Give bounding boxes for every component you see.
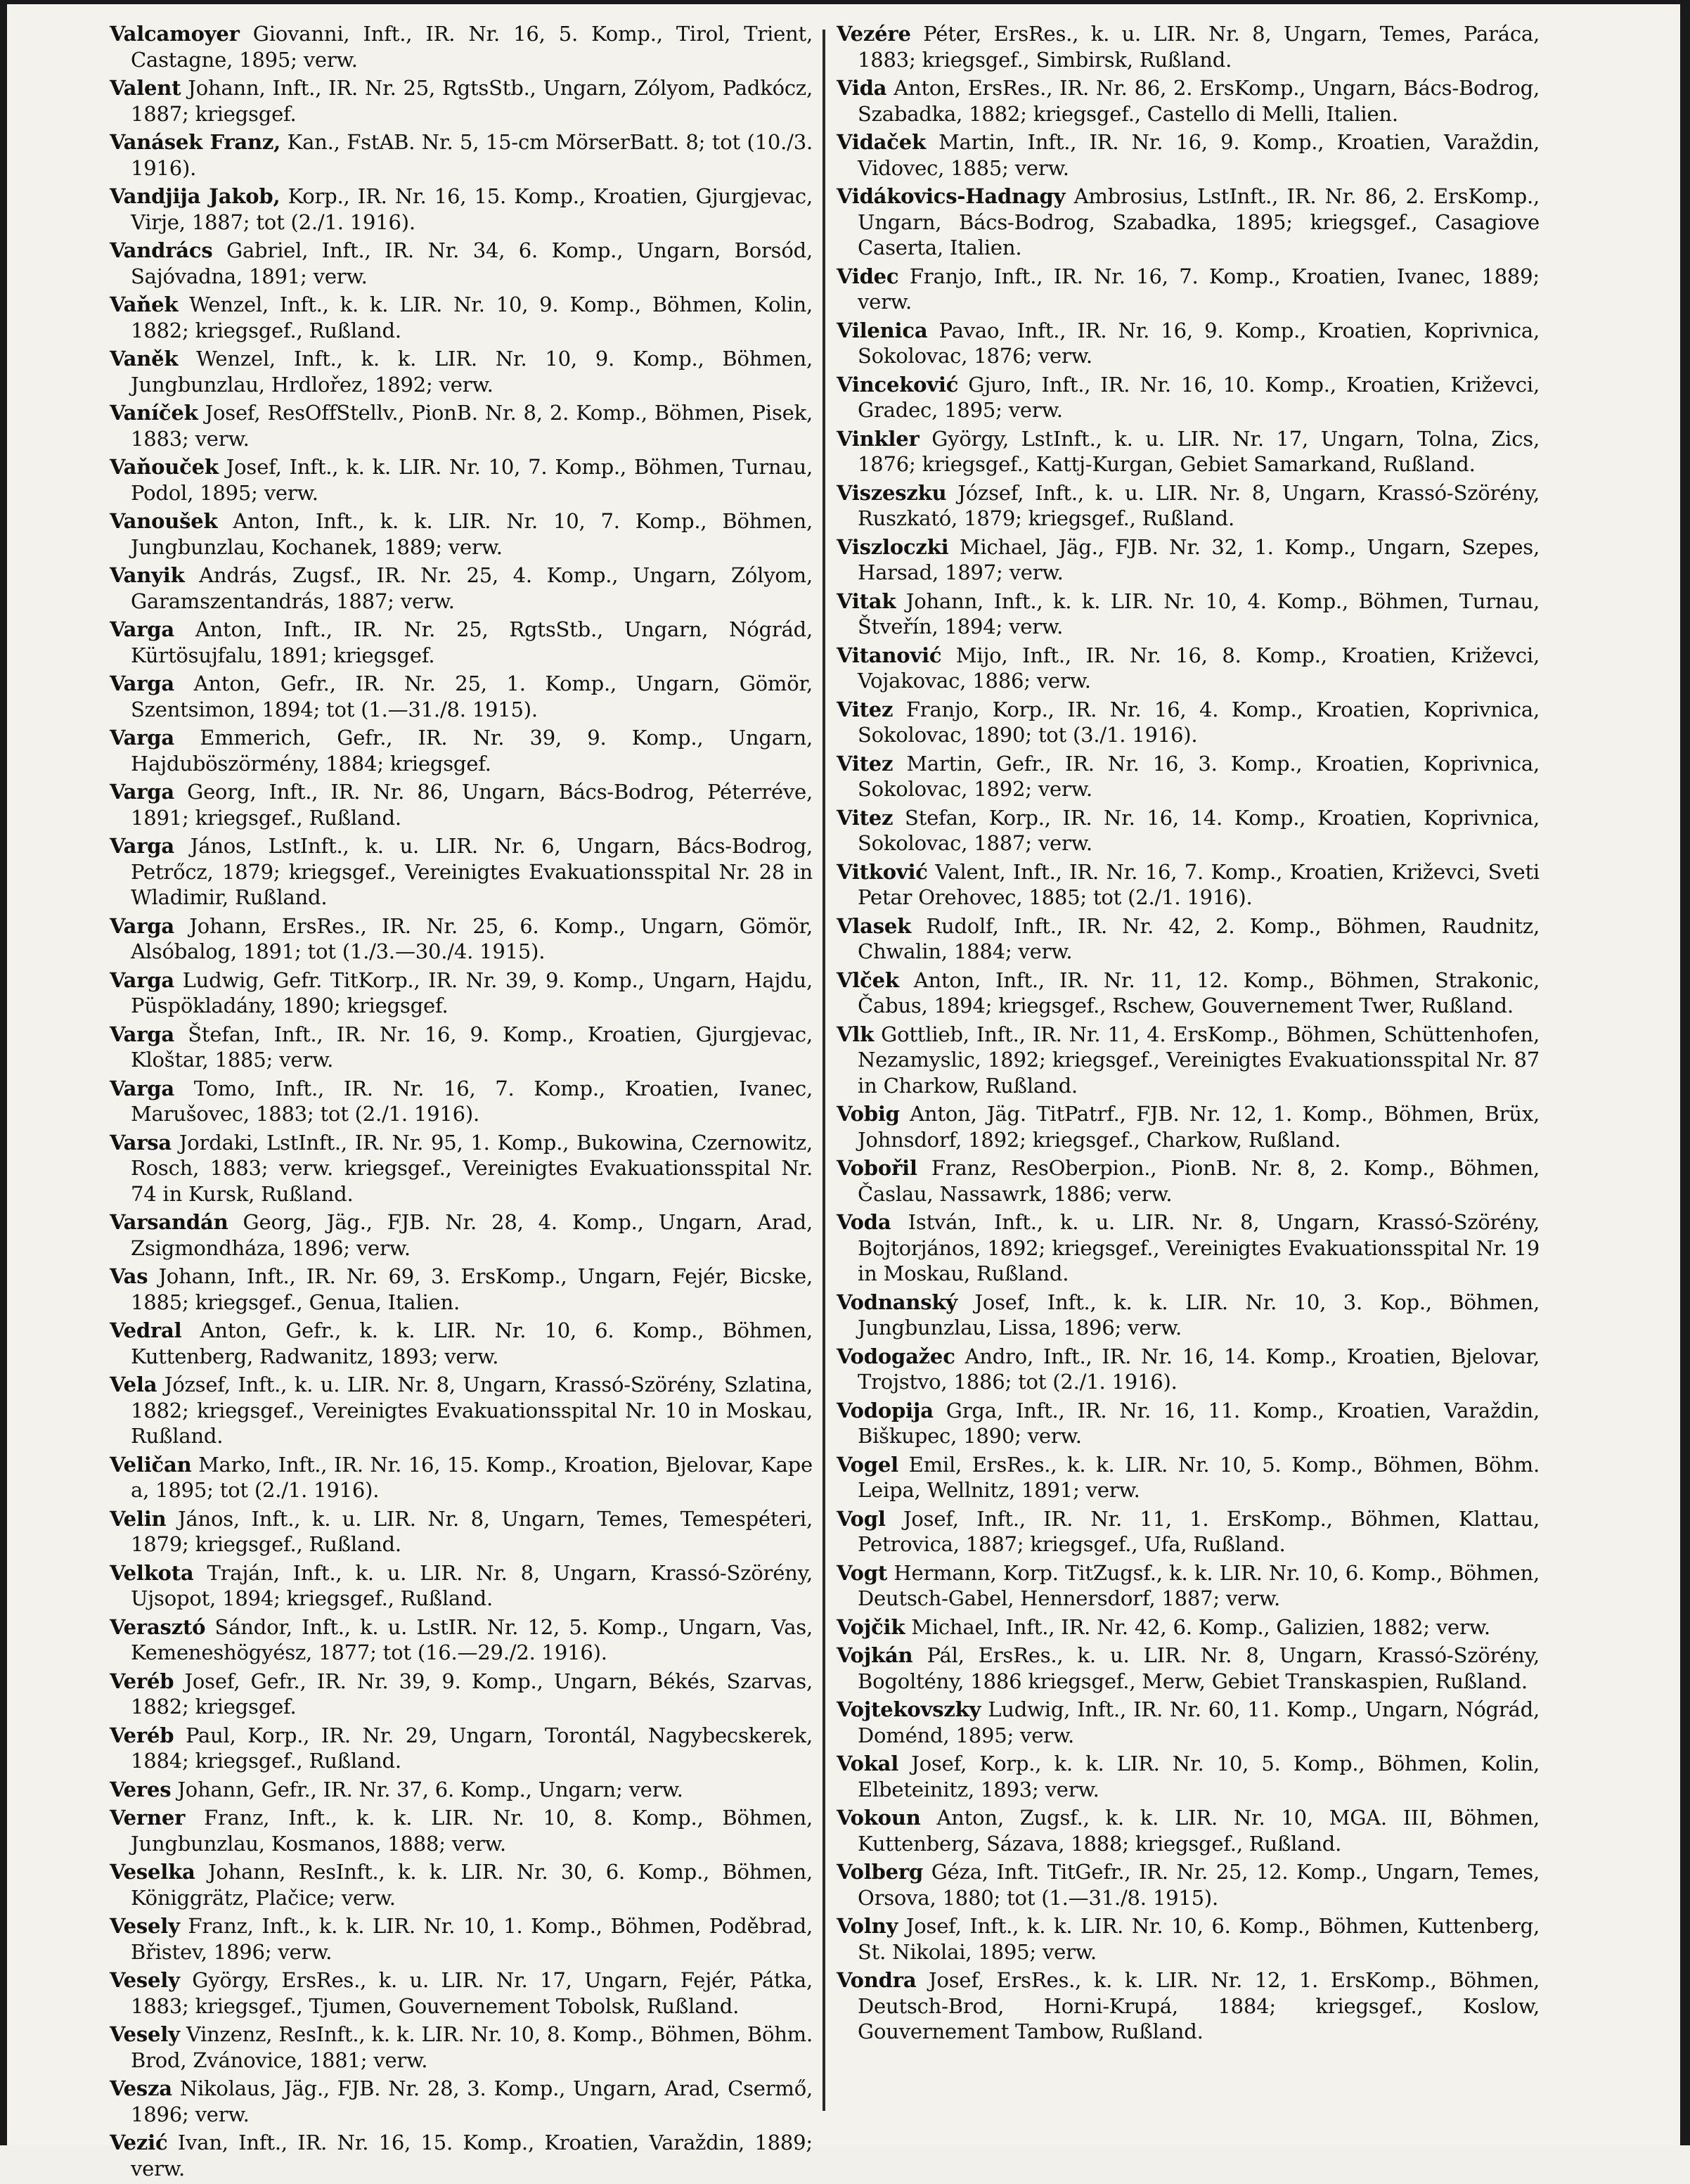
list-item [837,589,1540,640]
left-column [110,21,813,2184]
list-item [110,454,813,506]
entry-details: Franjo, Inft., IR. Nr. 16, 7. Komp., Kroatien, Ivanec, 1889; verw. [858,264,1540,314]
entry-surname: Vobořil [837,1156,917,1180]
entry-details: Traján, Inft., k. u. LIR. Nr. 8, Ungarn, Krassó-Szörény, Ujsopot, 1894; kriegsgef., Rußland. [131,1560,813,1610]
entry-details: Ambrosius, LstInft., IR. Nr. 86, 2. ErsKomp., Ungarn, Bács-Bodrog, Szabadka, 1895; kriegsgef., Casagiove Caserta, Italien. [858,184,1540,259]
entry-details: Johann, Inft., IR. Nr. 69, 3. ErsKomp., Ungarn, Fejér, Bicske, 1885; kriegsgef., Genua, Italien. [131,1264,813,1314]
entry-details: István, Inft., k. u. LIR. Nr. 8, Ungarn, Krassó-Szörény, Bojtorjános, 1892; kriegsgef., Vereinigtes Evakuationsspital Nr. 19 in Moskau, Rußland. [858,1210,1540,1285]
list-item [837,1805,1540,1856]
entry-surname: Vesely [110,2022,180,2046]
list-item [110,779,813,830]
entry-surname: Vogl [837,1506,886,1531]
list-item [110,913,813,965]
list-item [837,372,1540,423]
entry-surname: Varsa [110,1130,172,1155]
entry-details: Korp., IR. Nr. 16, 15. Komp., Kroatien, Gjurgjevac, Virje, 1887; tot (2./1. 1916). [131,184,813,234]
list-item [837,1506,1540,1557]
column-divider [823,30,825,2111]
list-item [110,2130,813,2181]
entry-details: Ludwig, Gefr. TitKorp., IR. Nr. 39, 9. Komp., Ungarn, Hajdu, Püspökladány, 1890; kriegsgef. [131,968,813,1017]
list-item [110,1805,813,1856]
list-item [110,1913,813,1965]
entry-surname: Viszeszku [837,480,947,505]
entry-details: Gjuro, Inft., IR. Nr. 16, 10. Komp., Kroatien, Križevci, Gradec, 1895; verw. [858,372,1540,422]
entry-details: Giovanni, Inft., IR. Nr. 16, 5. Komp., Tirol, Trient, Castagne, 1895; verw. [131,22,813,72]
list-item [837,697,1540,748]
list-item [110,129,813,181]
list-item [110,1264,813,1315]
entry-details: Rudolf, Inft., IR. Nr. 42, 2. Komp., Böhmen, Raudnitz, Chwalin, 1884; verw. [858,913,1540,963]
entry-surname: Varga [110,617,174,641]
list-item [110,1372,813,1449]
entry-surname: Vanásek Franz, [110,130,281,154]
list-item [837,751,1540,802]
list-item [110,1076,813,1127]
list-item [837,534,1540,586]
list-item [110,2022,813,2073]
entry-surname: Vojkán [837,1643,913,1667]
entry-details: Emil, ErsRes., k. k. LIR. Nr. 10, 5. Komp., Böhmen, Böhm. Leipa, Wellnitz, 1891; verw. [858,1452,1540,1502]
list-item [837,1643,1540,1694]
entry-details: Johann, ErsRes., IR. Nr. 25, 6. Komp., Ungarn, Gömör, Alsóbalog, 1891; tot (1./3.—30./4. 1915). [131,913,813,963]
entry-details: Josef, Inft., IR. Nr. 11, 1. ErsKomp., Böhmen, Klattau, Petrovica, 1887; kriegsgef., Ufa, Rußland. [858,1506,1540,1556]
list-item [110,1859,813,1910]
entry-surname: Vela [110,1373,157,1396]
entry-details: János, LstInft., k. u. LIR. Nr. 6, Ungarn, Bács-Bodrog, Petrőcz, 1879; kriegsgef., Vereinigtes Evakuationsspital Nr. 28 in Wladimir, Rußland. [131,834,813,909]
list-item [837,1290,1540,1341]
list-item [110,1967,813,2019]
entry-surname: Vesely [110,1968,180,1992]
list-item [110,1614,813,1666]
entry-details: Anton, Zugsf., k. k. LIR. Nr. 10, MGA. III, Böhmen, Kuttenberg, Sázava, 1888; kriegsgef., Rußland. [858,1806,1540,1856]
list-item [837,1022,1540,1099]
entry-surname: Vokoun [837,1806,921,1830]
entry-surname: Varga [110,1022,174,1046]
entry-details: Emmerich, Gefr., IR. Nr. 39, 9. Komp., Ungarn, Hajduböszörmény, 1884; kriegsgef. [131,726,813,776]
list-item [837,75,1540,127]
entry-surname: Veličan [110,1452,192,1477]
entry-surname: Vitković [837,859,928,884]
right-column [837,21,1540,2048]
entry-details: Valent, Inft., IR. Nr. 16, 7. Komp., Kroatien, Križevci, Sveti Petar Orehovec, 1885; tot (2./1. 1916). [858,859,1540,909]
entry-surname: Vida [837,76,887,100]
entry-surname: Veréb [110,1669,174,1693]
list-item [837,1101,1540,1152]
entry-details: János, Inft., k. u. LIR. Nr. 8, Ungarn, Temes, Temespéteri, 1879; kriegsgef., Rußland. [131,1506,813,1556]
entry-surname: Vesza [110,2076,172,2100]
list-item [837,426,1540,477]
entry-details: Franz, Inft., k. k. LIR. Nr. 10, 8. Komp., Böhmen, Jungbunzlau, Kosmanos, 1888; verw. [131,1806,813,1856]
entry-details: Pál, ErsRes., k. u. LIR. Nr. 8, Ungarn, Krassó-Szörény, Bogoltény, 1886 kriegsgef., Merw, Gebiet Transkaspien, Rußland. [858,1643,1540,1693]
entry-details: Gottlieb, Inft., IR. Nr. 11, 4. ErsKomp., Böhmen, Schüttenhofen, Nezamyslic, 1892; kriegsgef., Vereinigtes Evakuationsspital Nr. 87 in Charkow, Rußland. [858,1022,1540,1098]
entry-surname: Varsandán [110,1210,228,1234]
list-item [837,913,1540,965]
entry-surname: Videc [837,264,899,288]
entry-surname: Vojčik [837,1614,905,1639]
entry-details: Franjo, Korp., IR. Nr. 16, 4. Komp., Kroatien, Koprivnica, Sokolovac, 1890; tot (3./1. 1916). [858,697,1540,747]
list-item [837,318,1540,369]
entry-details: Martin, Inft., IR. Nr. 16, 9. Komp., Kroatien, Varaždin, Vidovec, 1885; verw. [858,130,1540,180]
entry-details: Anton, Inft., IR. Nr. 25, RgtsStb., Ungarn, Nógrád, Kürtösujfalu, 1891; kriegsgef. [131,617,813,667]
entry-details: Anton, Gefr., k. k. LIR. Nr. 10, 6. Komp., Böhmen, Kuttenberg, Radwanitz, 1893; verw. [131,1318,813,1368]
list-item [837,1967,1540,2045]
entry-surname: Vlk [837,1022,875,1046]
entry-surname: Vitanović [837,643,942,667]
entry-surname: Viszloczki [837,534,949,559]
entry-surname: Veselka [110,1860,195,1884]
entry-surname: Vilenica [837,318,928,342]
list-item [110,968,813,1019]
entry-surname: Vandrács [110,238,213,262]
entry-surname: Vitak [837,589,896,613]
entry-surname: Vinceković [837,372,959,397]
list-item [110,617,813,668]
entry-details: Štefan, Inft., IR. Nr. 16, 9. Komp., Kroatien, Gjurgjevac, Kloštar, 1885; verw. [131,1022,813,1072]
entry-details: Kan., FstAB. Nr. 5, 15-cm MörserBatt. 8; tot (10./3. 1916). [131,130,813,180]
entry-details: Gabriel, Inft., IR. Nr. 34, 6. Komp., Ungarn, Borsód, Sajóvadna, 1891; verw. [131,238,813,288]
entry-surname: Vinkler [837,426,920,451]
entry-details: Josef, Korp., k. k. LIR. Nr. 10, 5. Komp., Böhmen, Kolin, Elbeteinitz, 1893; verw. [858,1752,1540,1801]
entry-details: Andro, Inft., IR. Nr. 16, 14. Komp., Kroatien, Bjelovar, Trojstvo, 1886; tot (2./1. 1916). [858,1344,1540,1394]
entry-details: Josef, Inft., k. k. LIR. Nr. 10, 3. Kop., Böhmen, Jungbunzlau, Lissa, 1896; verw. [858,1290,1540,1340]
entry-details: György, ErsRes., k. u. LIR. Nr. 17, Ungarn, Fejér, Pátka, 1883; kriegsgef., Tjumen, Gouvernement Tobolsk, Rußland. [131,1968,813,2018]
entry-surname: Vezére [837,22,911,46]
entry-surname: Verner [110,1806,186,1830]
entry-surname: Vandjija Jakob, [110,184,280,208]
entry-details: Josef, Gefr., IR. Nr. 39, 9. Komp., Ungarn, Békés, Szarvas, 1882; kriegsgef. [131,1669,813,1719]
entry-details: Georg, Inft., IR. Nr. 86, Ungarn, Bács-Bodrog, Péterréve, 1891; kriegsgef., Rußland. [131,780,813,830]
entry-surname: Varga [110,672,174,695]
entry-details: Michael, Jäg., FJB. Nr. 32, 1. Komp., Ungarn, Szepes, Harsad, 1897; verw. [858,534,1540,584]
entry-surname: Vaněk [110,347,179,371]
list-item [110,400,813,451]
entry-surname: Vlasek [837,913,911,938]
list-item [837,1344,1540,1395]
entry-surname: Vezić [110,2131,168,2154]
entry-details: Anton, Inft., k. k. LIR. Nr. 10, 7. Komp., Böhmen, Jungbunzlau, Kochanek, 1889; verw. [131,509,813,559]
list-item [110,508,813,560]
entry-surname: Vidaček [837,130,926,154]
entry-details: Ivan, Inft., IR. Nr. 16, 15. Komp., Kroatien, Varaždin, 1889; verw. [131,2131,813,2180]
entry-details: Johann, Gefr., IR. Nr. 37, 6. Komp., Ungarn; verw. [171,1777,683,1801]
list-item [837,1859,1540,1910]
entry-details: Vinzenz, ResInft., k. k. LIR. Nr. 10, 8. Komp., Böhmen, Böhm. Brod, Zvánovice, 1881; verw. [131,2022,813,2072]
list-item [110,833,813,911]
entry-surname: Velin [110,1506,167,1531]
entry-surname: Vodnanský [837,1290,957,1314]
entry-details: Jordaki, LstInft., IR. Nr. 95, 1. Komp., Bukowina, Czernowitz, Rosch, 1883; verw. kriegsgef., Vereinigtes Evakuationsspital Nr. 74 in Kursk, Rußland. [131,1130,813,1206]
entry-surname: Vitez [837,805,894,830]
list-item [110,1506,813,1557]
entry-details: Josef, Inft., k. k. LIR. Nr. 10, 7. Komp., Böhmen, Turnau, Podol, 1895; verw. [131,455,813,505]
entry-details: András, Zugsf., IR. Nr. 25, 4. Komp., Ungarn, Zólyom, Garamszentandrás, 1887; verw. [131,563,813,613]
entry-surname: Varga [110,780,174,804]
list-item [837,1155,1540,1207]
entry-details: Josef, ResOffStellv., PionB. Nr. 8, 2. Komp., Böhmen, Pisek, 1883; verw. [131,401,813,451]
list-item [837,1913,1540,1965]
list-item [110,1022,813,1073]
list-item [837,21,1540,72]
list-item [110,1452,813,1503]
entry-details: Georg, Jäg., FJB. Nr. 28, 4. Komp., Ungarn, Arad, Zsigmondháza, 1896; verw. [131,1210,813,1260]
entry-surname: Vitez [837,697,894,721]
entry-details: Mijo, Inft., IR. Nr. 16, 8. Komp., Kroatien, Križevci, Vojakovac, 1886; verw. [858,643,1540,693]
entry-surname: Valent [110,76,181,100]
entry-surname: Vesely [110,1914,180,1938]
entry-surname: Veres [110,1777,172,1801]
entry-surname: Vas [110,1264,148,1288]
entry-details: Tomo, Inft., IR. Nr. 16, 7. Komp., Kroatien, Ivanec, Marušovec, 1883; tot (2./1. 1916). [131,1076,813,1126]
entry-details: Johann, ResInft., k. k. LIR. Nr. 30, 6. Komp., Böhmen, Königgrätz, Plačice; verw. [131,1860,813,1910]
entry-details: Johann, Inft., k. k. LIR. Nr. 10, 4. Komp., Böhmen, Turnau, Štveřín, 1894; verw. [858,589,1540,638]
entry-surname: Varga [110,913,174,938]
entry-surname: Vobig [837,1102,900,1126]
entry-details: Martin, Gefr., IR. Nr. 16, 3. Komp., Kroatien, Koprivnica, Sokolovac, 1892; verw. [858,751,1540,801]
list-item [110,1209,813,1261]
entry-details: Grga, Inft., IR. Nr. 16, 11. Komp., Kroatien, Varaždin, Biškupec, 1890; verw. [858,1398,1540,1448]
entry-details: Stefan, Korp., IR. Nr. 16, 14. Komp., Kroatien, Koprivnica, Sokolovac, 1887; verw. [858,805,1540,855]
entry-surname: Volny [837,1914,898,1938]
list-item [110,75,813,127]
entry-surname: Vojtekovszky [837,1697,981,1721]
entry-details: Michael, Inft., IR. Nr. 42, 6. Komp., Galizien, 1882; verw. [905,1614,1490,1639]
entry-details: Nikolaus, Jäg., FJB. Nr. 28, 3. Komp., Ungarn, Arad, Csermő, 1896; verw. [131,2076,813,2126]
entry-surname: Vogel [837,1452,898,1477]
entry-surname: Vodogažec [837,1344,955,1368]
entry-surname: Vaňek [110,293,179,316]
entry-details: Sándor, Inft., k. u. LstIR. Nr. 12, 5. Komp., Ungarn, Vas, Kemeneshögyész, 1877; tot (16.—29./2. 1916). [131,1614,813,1664]
entry-surname: Vaníček [110,401,198,425]
list-item [110,725,813,776]
entry-surname: Varga [110,1076,174,1100]
list-item [110,2076,813,2127]
list-item [110,1669,813,1720]
list-item [837,184,1540,261]
entry-details: Anton, Inft., IR. Nr. 11, 12. Komp., Böhmen, Strakonic, Čabus, 1894; kriegsgef., Rschew, Gouvernement Twer, Rußland. [858,968,1540,1017]
entry-details: Ludwig, Inft., IR. Nr. 60, 11. Komp., Ungarn, Nógrád, Doménd, 1895; verw. [858,1697,1540,1747]
entry-surname: Verasztó [110,1614,206,1639]
entry-details: Anton, Gefr., IR. Nr. 25, 1. Komp., Ungarn, Gömör, Szentsimon, 1894; tot (1.—31./8. 1915). [131,672,813,721]
list-item [110,1130,813,1207]
list-item [837,1209,1540,1287]
list-item [110,292,813,343]
entry-details: József, Inft., k. u. LIR. Nr. 8, Ungarn, Krassó-Szörény, Szlatina, 1882; kriegsgef., Vereinigtes Evakuationsspital Nr. 10 in Moskau, Rußland. [131,1373,813,1448]
entry-details: Hermann, Korp. TitZugsf., k. k. LIR. Nr. 10, 6. Komp., Böhmen, Deutsch-Gabel, Hennersdorf, 1887; verw. [858,1560,1540,1610]
list-item [837,805,1540,856]
entry-surname: Vodopija [837,1398,934,1422]
entry-surname: Vitez [837,751,894,776]
entry-surname: Volberg [837,1860,924,1884]
list-item [837,1560,1540,1612]
list-item [110,1318,813,1369]
entry-surname: Velkota [110,1560,194,1585]
entry-surname: Vanoušek [110,509,218,533]
list-item [837,264,1540,315]
entry-details: Anton, Jäg. TitPatrf., FJB. Nr. 12, 1. Komp., Böhmen, Brüx, Johnsdorf, 1892; kriegsgef., Charkow, Rußland. [858,1102,1540,1152]
list-item [837,643,1540,694]
entry-surname: Vondra [837,1968,917,1992]
entry-surname: Vogt [837,1560,888,1585]
entry-details: Géza, Inft. TitGefr., IR. Nr. 25, 12. Komp., Ungarn, Temes, Orsova, 1880; tot (1.—31./8. 1915). [858,1860,1540,1910]
entry-details: Péter, ErsRes., k. u. LIR. Nr. 8, Ungarn, Temes, Paráca, 1883; kriegsgef., Simbirsk, Rußland. [858,22,1540,72]
entry-details: Paul, Korp., IR. Nr. 29, Ungarn, Torontál, Nagybecskerek, 1884; kriegsgef., Rußland. [131,1723,813,1773]
entry-details: Franz, ResOberpion., PionB. Nr. 8, 2. Komp., Böhmen, Časlau, Nassawrk, 1886; verw. [858,1156,1540,1206]
entry-details: Wenzel, Inft., k. k. LIR. Nr. 10, 9. Komp., Böhmen, Kolin, 1882; kriegsgef., Rußland. [131,293,813,342]
entry-surname: Vlček [837,968,899,992]
entry-details: György, LstInft., k. u. LIR. Nr. 17, Ungarn, Tolna, Zics, 1876; kriegsgef., Kattj-Kurgan, Gebiet Samarkand, Rußland. [858,426,1540,476]
entry-surname: Varga [110,968,174,992]
entry-details: József, Inft., k. u. LIR. Nr. 8, Ungarn, Krassó-Szörény, Ruszkató, 1879; kriegsgef., Rußland. [858,480,1540,530]
entry-surname: Vidákovics-Hadnagy [837,184,1066,208]
entry-details: Josef, Inft., k. k. LIR. Nr. 10, 6. Komp., Böhmen, Kuttenberg, St. Nikolai, 1895; verw. [858,1914,1540,1964]
list-item [837,859,1540,911]
entry-details: Wenzel, Inft., k. k. LIR. Nr. 10, 9. Komp., Böhmen, Jungbunzlau, Hrdlořez, 1892; verw. [131,347,813,397]
entry-surname: Vaňouček [110,455,219,479]
entry-surname: Varga [110,726,174,750]
list-item [110,1723,813,1774]
list-item [837,1697,1540,1748]
entry-surname: Varga [110,834,174,858]
list-item [837,1751,1540,1802]
list-item [110,184,813,235]
list-item [110,563,813,614]
list-item [110,1560,813,1612]
entry-details: Franz, Inft., k. k. LIR. Nr. 10, 1. Komp., Böhmen, Poděbrad, Břistev, 1896; verw. [131,1914,813,1964]
list-item [837,1398,1540,1449]
list-item [110,238,813,289]
entry-surname: Valcamoyer [110,22,240,46]
entry-surname: Vedral [110,1318,182,1342]
list-item [110,671,813,722]
entry-details: Pavao, Inft., IR. Nr. 16, 9. Komp., Kroatien, Koprivnica, Sokolovac, 1876; verw. [858,318,1540,368]
list-item [837,968,1540,1019]
entry-details: Marko, Inft., IR. Nr. 16, 15. Komp., Kroation, Bjelovar, Kape a, 1895; tot (2./1. 1916). [131,1452,813,1502]
entry-details: Johann, Inft., IR. Nr. 25, RgtsStb., Ungarn, Zólyom, Padkócz, 1887; kriegsgef. [131,76,813,126]
list-item [110,1777,813,1803]
list-item [837,1614,1540,1640]
entry-surname: Voda [837,1210,891,1234]
list-item [837,480,1540,532]
list-item [110,346,813,397]
entry-details: Josef, ErsRes., k. k. LIR. Nr. 12, 1. ErsKomp., Böhmen, Deutsch-Brod, Horni-Krupá, 1884; kriegsgef., Koslow, Gouvernement Tambow, Rußland. [858,1968,1540,2043]
entry-details: Anton, ErsRes., IR. Nr. 86, 2. ErsKomp., Ungarn, Bács-Bodrog, Szabadka, 1882; kriegsgef., Castello di Melli, Italien. [858,76,1540,126]
list-item [110,21,813,72]
list-item [837,1452,1540,1503]
entry-surname: Vokal [837,1752,899,1775]
entry-surname: Veréb [110,1723,174,1747]
list-item [837,129,1540,181]
entry-surname: Vanyik [110,563,185,587]
